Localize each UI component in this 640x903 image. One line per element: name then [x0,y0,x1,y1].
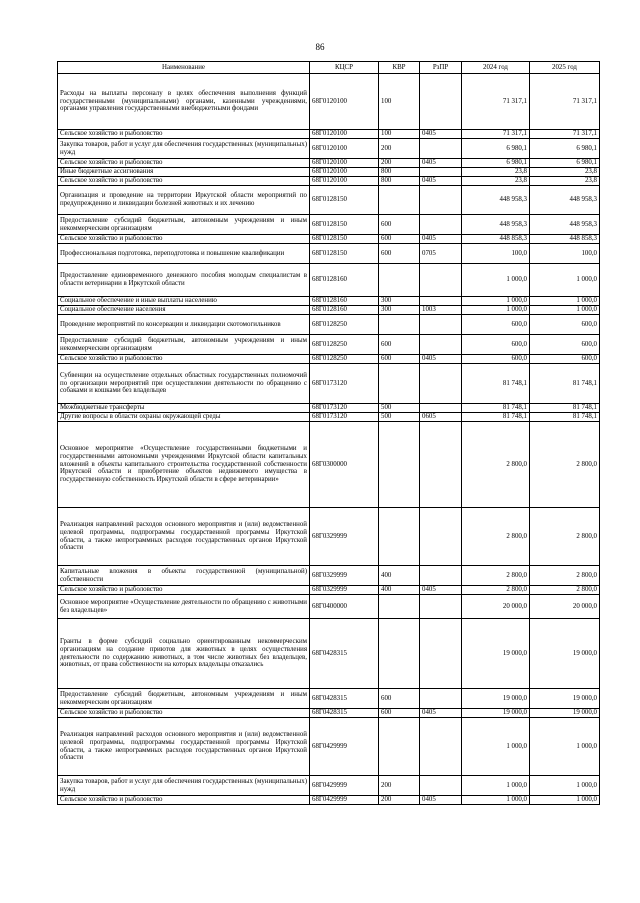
cell-rzpr: 0405 [420,130,462,139]
cell-name: Гранты в форме субсидий социально ориентированным некоммерческим организациям на создание приютов для животных в целях осуществления деятельности по содержанию животных, в том числе животных без владельцев, животных, от права собственности на которых владельцы отказались [58,619,310,689]
cell-rzpr: 0705 [420,244,462,264]
cell-2025: 600,0 [530,315,600,335]
cell-kcsr: 68Г0173120 [310,413,379,422]
cell-name: Реализация направлений расходов основного мероприятия и (или) ведомственной целевой программы, подпрограммы государственной программы Иркутской области, а также непрограммных расходов государственных органов Иркутской области [58,718,310,776]
cell-kcsr: 68Г0128150 [310,235,379,244]
cell-rzpr [420,422,462,508]
cell-kvr: 600 [379,235,420,244]
cell-2025: 19 000,0 [530,619,600,689]
cell-name: Сельское хозяйство и рыболовство [58,709,310,718]
cell-name: Закупка товаров, работ и услуг для обеспечения государственных (муниципальных) нужд [58,139,310,159]
cell-2024: 2 800,0 [462,422,530,508]
table-row [58,235,600,244]
table-row [58,796,600,805]
header-kvr: КВР [379,62,420,74]
cell-rzpr [420,186,462,215]
cell-kvr: 500 [379,404,420,413]
cell-kcsr: 68Г0120100 [310,159,379,168]
cell-rzpr: 0405 [420,355,462,364]
cell-2025: 448 958,3 [530,215,600,235]
cell-2025: 23,8 [530,177,600,186]
cell-rzpr [420,215,462,235]
table-row [58,215,600,235]
cell-2024: 6 980,1 [462,139,530,159]
cell-2025: 100,0 [530,244,600,264]
table-row [58,186,600,215]
cell-name: Проведение мероприятий по консервации и ликвидации скотомогильников [58,315,310,335]
cell-name: Социальное обеспечение населения [58,306,310,315]
cell-kvr [379,422,420,508]
cell-2025: 81 748,1 [530,413,600,422]
cell-kvr: 600 [379,709,420,718]
cell-kcsr: 68Г0120100 [310,177,379,186]
table-row [58,130,600,139]
cell-kvr: 800 [379,168,420,177]
table-row [58,718,600,776]
cell-rzpr: 0405 [420,586,462,595]
cell-name: Субвенции на осуществление отдельных областных государственных полномочий по организации мероприятий при осуществлении деятельности по обращению с собаками и кошками без владельцев [58,364,310,404]
cell-kvr [379,186,420,215]
cell-2024: 600,0 [462,315,530,335]
cell-kcsr: 68Г0128160 [310,264,379,297]
header-2024: 2024 год [462,62,530,74]
cell-name: Предоставление единовременного денежного пособия молодым специалистам в области ветеринарии в Иркутской области [58,264,310,297]
cell-kvr: 600 [379,335,420,355]
cell-2025: 448 958,3 [530,186,600,215]
cell-name: Предоставление субсидий бюджетным, автономным учреждениям и иным некоммерческим организациям [58,335,310,355]
cell-kcsr: 68Г0128250 [310,315,379,335]
table-row [58,168,600,177]
cell-2024: 81 748,1 [462,364,530,404]
cell-kvr [379,508,420,566]
cell-kvr: 300 [379,306,420,315]
cell-kvr [379,315,420,335]
cell-2024: 100,0 [462,244,530,264]
cell-kcsr: 68Г0128160 [310,306,379,315]
table-row [58,689,600,709]
header-2025: 2025 год [530,62,600,74]
cell-2024: 71 317,1 [462,74,530,130]
cell-rzpr [420,168,462,177]
cell-kvr [379,619,420,689]
cell-rzpr [420,566,462,586]
cell-name: Предоставление субсидий бюджетным, автономным учреждениям и иным некоммерческим организациям [58,689,310,709]
cell-kcsr: 68Г0173120 [310,404,379,413]
cell-kvr [379,718,420,776]
cell-kcsr: 68Г0300000 [310,422,379,508]
cell-2024: 81 748,1 [462,413,530,422]
cell-kvr: 400 [379,566,420,586]
cell-kvr: 600 [379,355,420,364]
cell-rzpr: 0405 [420,177,462,186]
table-row [58,159,600,168]
cell-kvr [379,364,420,404]
cell-rzpr [420,264,462,297]
cell-2024: 71 317,1 [462,130,530,139]
cell-2024: 20 000,0 [462,595,530,619]
cell-2025: 6 980,1 [530,139,600,159]
cell-2024: 1 000,0 [462,264,530,297]
cell-kcsr: 68Г0128250 [310,335,379,355]
table-row [58,586,600,595]
cell-kcsr: 68Г0128150 [310,244,379,264]
cell-kcsr: 68Г0428315 [310,689,379,709]
cell-kcsr: 68Г0400000 [310,595,379,619]
cell-kcsr: 68Г0429999 [310,718,379,776]
cell-2024: 19 000,0 [462,709,530,718]
cell-2025: 19 000,0 [530,709,600,718]
cell-2024: 1 000,0 [462,297,530,306]
table-row [58,177,600,186]
cell-2025: 1 000,0 [530,718,600,776]
cell-2024: 1 000,0 [462,796,530,805]
cell-2024: 2 800,0 [462,508,530,566]
cell-2024: 448 958,3 [462,215,530,235]
cell-2024: 2 800,0 [462,566,530,586]
cell-kvr: 300 [379,297,420,306]
table-body [58,74,600,805]
cell-name: Сельское хозяйство и рыболовство [58,796,310,805]
cell-kcsr: 68Г0429999 [310,796,379,805]
cell-name: Расходы на выплаты персоналу в целях обеспечения выполнения функций государственными (муниципальными) органами, казенными учреждениями, органами управления государственными внебюджетными фондами [58,74,310,130]
cell-kcsr: 68Г0329999 [310,586,379,595]
cell-2024: 6 980,1 [462,159,530,168]
cell-2025: 20 000,0 [530,595,600,619]
cell-name: Социальное обеспечение и иные выплаты населению [58,297,310,306]
cell-rzpr: 1003 [420,306,462,315]
table-row [58,315,600,335]
cell-kcsr: 68Г0120100 [310,130,379,139]
cell-2025: 1 000,0 [530,796,600,805]
cell-kcsr: 68Г0128250 [310,355,379,364]
cell-kvr: 100 [379,74,420,130]
cell-rzpr [420,139,462,159]
cell-2025: 19 000,0 [530,689,600,709]
budget-table [57,61,600,805]
cell-name: Сельское хозяйство и рыболовство [58,159,310,168]
header-kcsr: КЦСР [310,62,379,74]
cell-rzpr: 0605 [420,413,462,422]
cell-kvr: 200 [379,796,420,805]
cell-name: Профессиональная подготовка, переподготовка и повышение квалификации [58,244,310,264]
cell-rzpr: 0405 [420,235,462,244]
cell-name: Иные бюджетные ассигнования [58,168,310,177]
cell-2024: 448 858,3 [462,235,530,244]
cell-name: Другие вопросы в области охраны окружающей среды [58,413,310,422]
cell-kvr: 600 [379,689,420,709]
cell-2025: 448 858,3 [530,235,600,244]
cell-kvr: 200 [379,159,420,168]
cell-2025: 6 980,1 [530,159,600,168]
cell-2025: 600,0 [530,335,600,355]
cell-2024: 19 000,0 [462,619,530,689]
cell-kcsr: 68Г0120100 [310,139,379,159]
cell-kvr: 800 [379,177,420,186]
table-row [58,264,600,297]
cell-kvr: 100 [379,130,420,139]
cell-2024: 19 000,0 [462,689,530,709]
cell-2024: 1 000,0 [462,718,530,776]
cell-rzpr [420,74,462,130]
cell-name: Сельское хозяйство и рыболовство [58,130,310,139]
header-row [58,62,600,74]
cell-2025: 600,0 [530,355,600,364]
cell-2024: 23,8 [462,168,530,177]
cell-2025: 2 800,0 [530,422,600,508]
cell-name: Основное мероприятие «Осуществление государственными бюджетными и государственными автономными учреждениями Иркутской области капитальных вложений в объекты капитального строительства государственной собственности Иркутской области и приобретение объектов недвижимого имущества в государственную собственность Иркутской области в сфере ветеринарии» [58,422,310,508]
cell-2025: 23,8 [530,168,600,177]
cell-2024: 600,0 [462,335,530,355]
cell-name: Сельское хозяйство и рыболовство [58,355,310,364]
table-row [58,335,600,355]
cell-kvr [379,264,420,297]
cell-kvr: 500 [379,413,420,422]
cell-rzpr [420,595,462,619]
cell-2025: 81 748,1 [530,364,600,404]
table-row [58,508,600,566]
table-row [58,355,600,364]
cell-2024: 1 000,0 [462,776,530,796]
cell-2025: 81 748,1 [530,404,600,413]
cell-2024: 2 800,0 [462,586,530,595]
cell-2024: 81 748,1 [462,404,530,413]
table-row [58,306,600,315]
cell-kcsr: 68Г0329999 [310,508,379,566]
cell-rzpr [420,315,462,335]
table-row [58,244,600,264]
cell-2024: 23,8 [462,177,530,186]
cell-rzpr [420,404,462,413]
cell-2024: 1 000,0 [462,306,530,315]
cell-rzpr: 0405 [420,709,462,718]
cell-name: Предоставление субсидий бюджетным, автономным учреждениям и иным некоммерческим организациям [58,215,310,235]
table-row [58,709,600,718]
cell-name: Капитальные вложения в объекты государственной (муниципальной) собственности [58,566,310,586]
table-row [58,422,600,508]
cell-kcsr: 68Г0128150 [310,186,379,215]
table-row [58,297,600,306]
cell-rzpr: 0405 [420,796,462,805]
cell-2024: 448 958,3 [462,186,530,215]
cell-2025: 2 800,0 [530,586,600,595]
cell-kvr: 400 [379,586,420,595]
cell-kcsr: 68Г0128160 [310,297,379,306]
cell-2025: 71 317,1 [530,74,600,130]
cell-kvr: 200 [379,776,420,796]
cell-rzpr [420,619,462,689]
cell-2025: 2 800,0 [530,566,600,586]
table-row [58,619,600,689]
cell-2025: 2 800,0 [530,508,600,566]
cell-2025: 1 000,0 [530,264,600,297]
cell-rzpr [420,364,462,404]
cell-kvr: 600 [379,244,420,264]
cell-name: Межбюджетные трансферты [58,404,310,413]
cell-kcsr: 68Г0128150 [310,215,379,235]
table-row [58,74,600,130]
cell-name: Закупка товаров, работ и услуг для обеспечения государственных (муниципальных) нужд [58,776,310,796]
cell-rzpr [420,718,462,776]
cell-kvr [379,595,420,619]
cell-kcsr: 68Г0428315 [310,709,379,718]
header-rzpr: РзПР [420,62,462,74]
table-row [58,404,600,413]
cell-kvr: 200 [379,139,420,159]
page-number: 86 [315,42,325,52]
cell-name: Сельское хозяйство и рыболовство [58,177,310,186]
cell-kcsr: 68Г0120100 [310,168,379,177]
cell-kcsr: 68Г0429999 [310,776,379,796]
cell-2025: 1 000,0 [530,776,600,796]
cell-name: Реализация направлений расходов основного мероприятия и (или) ведомственной целевой программы, подпрограммы государственной программы Иркутской области, а также непрограммных расходов государственных органов Иркутской области [58,508,310,566]
table-row [58,566,600,586]
cell-kcsr: 68Г0173120 [310,364,379,404]
cell-2025: 1 000,0 [530,297,600,306]
cell-2025: 71 317,1 [530,130,600,139]
table-row [58,364,600,404]
cell-name: Организация и проведение на территории Иркутской области мероприятий по предупреждению и ликвидации болезней животных и их лечению [58,186,310,215]
cell-2025: 1 000,0 [530,306,600,315]
cell-name: Основное мероприятие «Осуществление деятельности по обращению с животными без владельцев» [58,595,310,619]
cell-name: Сельское хозяйство и рыболовство [58,586,310,595]
table-row [58,595,600,619]
cell-rzpr [420,689,462,709]
cell-kcsr: 68Г0329999 [310,566,379,586]
cell-rzpr: 0405 [420,159,462,168]
cell-name: Сельское хозяйство и рыболовство [58,235,310,244]
cell-rzpr [420,508,462,566]
table-row [58,413,600,422]
table-header [58,62,600,74]
cell-2024: 600,0 [462,355,530,364]
cell-rzpr [420,297,462,306]
cell-kvr: 600 [379,215,420,235]
table-row [58,776,600,796]
table-row [58,139,600,159]
cell-rzpr [420,776,462,796]
header-name: Наименование [58,62,310,74]
cell-kcsr: 68Г0428315 [310,619,379,689]
cell-kcsr: 68Г0120100 [310,74,379,130]
cell-rzpr [420,335,462,355]
